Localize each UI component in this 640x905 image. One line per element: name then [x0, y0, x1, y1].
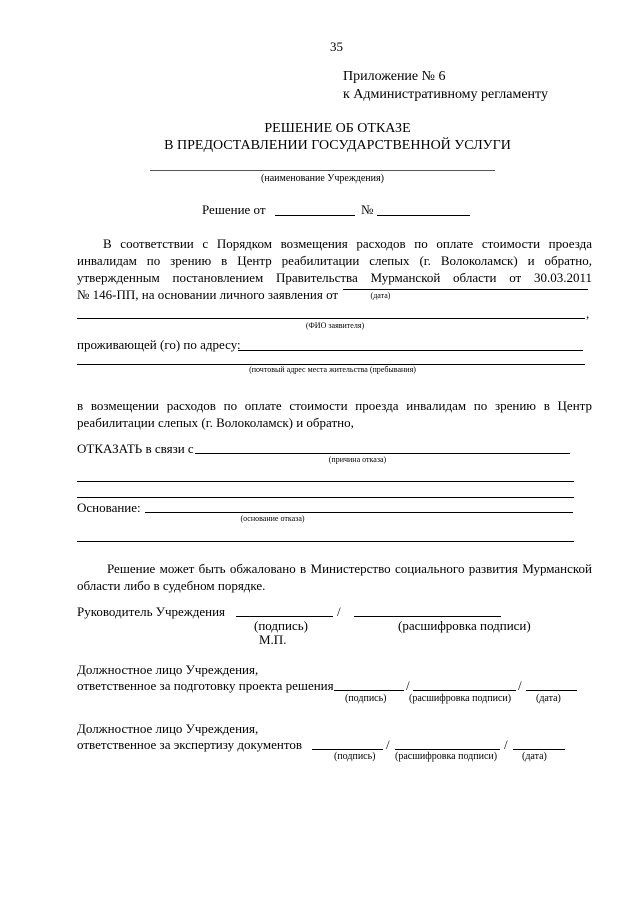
reimbursement-line: в возмещении расходов по оплате стоимости проезда инвалидам по зрению в Центр [77, 398, 592, 413]
official2-signature-caption: (подпись) [334, 751, 376, 762]
date-caption: (дата) [370, 291, 391, 300]
number-sign: № [361, 202, 374, 217]
official1-decoding-line [413, 690, 516, 691]
basis-line [145, 512, 573, 513]
official1-line1: Должностное лицо Учреждения, [77, 662, 259, 677]
intro-line: инвалидам по зрению в Центр реабилитации слепых (г. Волоколамск) и обратно, [77, 253, 592, 268]
head-decoding-line [354, 616, 501, 617]
residing-label: проживающей (го) по адресу: [77, 337, 241, 352]
official2-line1: Должностное лицо Учреждения, [77, 721, 259, 736]
reason-line [195, 453, 570, 454]
basis-label: Основание: [77, 500, 141, 515]
official1-date-caption: (дата) [536, 693, 561, 704]
head-decoding-caption: (расшифровка подписи) [398, 618, 531, 633]
institution-caption: (наименование Учреждения) [261, 173, 384, 184]
institution-line [150, 170, 495, 171]
appendix-line2: к Административному регламенту [343, 87, 548, 102]
official2-slash2: / [504, 737, 508, 752]
official2-date-caption: (дата) [522, 751, 547, 762]
statement-date-line [343, 289, 588, 290]
head-label: Руководитель Учреждения [77, 604, 226, 619]
official2-slash1: / [386, 737, 390, 752]
official1-slash2: / [518, 678, 522, 693]
address-caption: (почтовый адрес места жительства (пребывания) [249, 365, 416, 374]
decision-date-line [275, 215, 355, 216]
head-slash: / [337, 604, 341, 619]
title-line2: В ПРЕДОСТАВЛЕНИИ ГОСУДАРСТВЕННОЙ УСЛУГИ [164, 138, 511, 153]
appendix-line1: Приложение № 6 [343, 69, 446, 84]
address-line [238, 350, 583, 351]
fio-comma: , [586, 306, 590, 321]
fio-line [77, 318, 585, 319]
head-signature-line [236, 616, 333, 617]
official1-slash1: / [406, 678, 410, 693]
stamp-label: М.П. [259, 632, 287, 647]
intro-paragraph [77, 235, 592, 303]
reason-line-2 [77, 481, 574, 482]
reimbursement-line: реабилитации слепых (г. Волоколамск) и обратно, [77, 415, 354, 430]
official2-line2: ответственное за экспертизу документов [77, 737, 303, 752]
appeal-paragraph [77, 560, 592, 594]
official2-signature-line [312, 749, 383, 750]
official1-date-line [526, 690, 577, 691]
intro-line: В соответствии с Порядком возмещения расходов по оплате стоимости проезда [103, 236, 592, 251]
reason-line-3 [77, 497, 574, 498]
official1-line2: ответственное за подготовку проекта решения [77, 678, 334, 693]
reimbursement-paragraph [77, 397, 592, 431]
intro-line: № 146-ПП, на основании личного заявления от [77, 287, 339, 302]
appeal-line: Решение может быть обжаловано в Министерство социального развития Мурманской [107, 561, 592, 576]
title-line1: РЕШЕНИЕ ОБ ОТКАЗЕ [264, 121, 411, 136]
official2-decoding-caption: (расшифровка подписи) [395, 751, 498, 762]
intro-line: утвержденным постановлением Правительства Мурманской области от 30.03.2011 [77, 270, 592, 285]
official2-date-line [513, 749, 565, 750]
refuse-label: ОТКАЗАТЬ в связи с [77, 441, 194, 456]
official1-signature-line [334, 690, 404, 691]
basis-caption: (основание отказа) [240, 514, 305, 523]
reason-caption: (причина отказа) [328, 455, 387, 464]
official1-decoding-caption: (расшифровка подписи) [409, 693, 512, 704]
fio-caption: (ФИО заявителя) [305, 321, 365, 330]
official2-decoding-line [395, 749, 500, 750]
basis-line-2 [77, 541, 574, 542]
head-signature-caption: (подпись) [254, 618, 308, 633]
decision-number-line [377, 215, 470, 216]
official1-signature-caption: (подпись) [345, 693, 387, 704]
decision-from-label: Решение от [202, 202, 266, 217]
page-number: 35 [330, 39, 343, 54]
appeal-line: области либо в судебном порядке. [77, 578, 266, 593]
